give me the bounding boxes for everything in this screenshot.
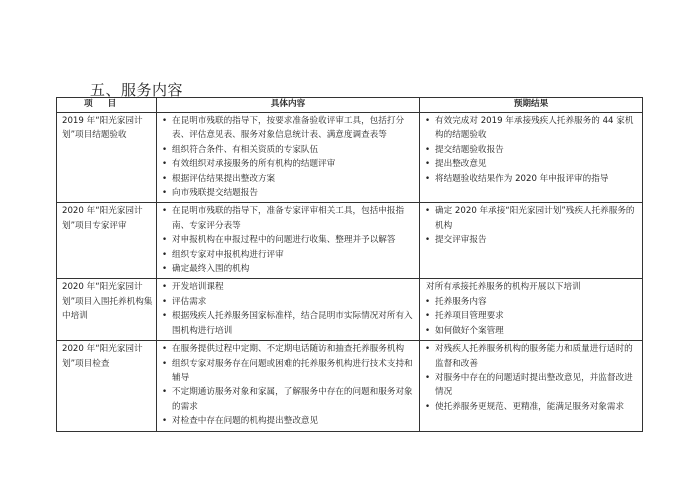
content-item: • 对检查中存在问题的机构提出整改意见 (161, 414, 416, 428)
result-item: • 确定 2020 年承接“阳光家园计划”残疾人托养服务的机构 (424, 204, 639, 233)
service-content-table (56, 97, 643, 432)
result-item: • 托养服务内容 (424, 295, 639, 309)
content-item: • 对申报机构在申报过程中的问题进行收集、整理并予以解答 (161, 233, 416, 247)
content-item: • 组织专家对服务存在问题或困难的托养服务机构进行技术支持和辅导 (161, 357, 416, 386)
content-item: • 开发培训课程 (161, 280, 416, 294)
content-item: • 不定期通访服务对象和家属，了解服务中存在的问题和服务对象的需求 (161, 385, 416, 414)
table-header-row (57, 98, 643, 113)
project-cell: 2020 年“阳光家园计划”项目检查 (57, 341, 157, 431)
content-item: • 根据评估结果提出整改方案 (161, 172, 416, 186)
result-cell (420, 203, 643, 279)
result-item: • 对服务中存在的问题适时提出整改意见，并监督改进情况 (424, 371, 639, 400)
content-item: • 在昆明市残联的指导下，按要求准备验收评审工具，包括打分表、评估意见表、服务对象信息统计表、满意度调查表等 (161, 114, 416, 143)
header-content: 具体内容 (157, 98, 420, 113)
result-item: • 提交评审报告 (424, 233, 639, 247)
table-row (57, 341, 643, 431)
result-item: • 提交结题验收报告 (424, 143, 639, 157)
content-cell (157, 341, 420, 431)
result-item: • 将结题验收结果作为 2020 年申报评审的指导 (424, 172, 639, 186)
result-cell (420, 279, 643, 341)
result-cell (420, 341, 643, 431)
result-item: • 如何做好个案管理 (424, 324, 639, 338)
content-item: • 组织符合条件、有相关资质的专家队伍 (161, 143, 416, 157)
result-item: • 使托养服务更规范、更精准，能满足服务对象需求 (424, 400, 639, 414)
table-row (57, 279, 643, 341)
header-project: 项 目 (57, 98, 157, 113)
result-cell (420, 113, 643, 203)
content-cell (157, 203, 420, 279)
content-item: • 组织专家对申报机构进行评审 (161, 248, 416, 262)
content-cell (157, 113, 420, 203)
content-cell (157, 279, 420, 341)
header-result: 预期结果 (420, 98, 643, 113)
result-item: • 对残疾人托养服务机构的服务能力和质量进行适时的监督和改善 (424, 342, 639, 371)
content-item: • 在昆明市残联的指导下，准备专家评审相关工具，包括申报指南、专家评分表等 (161, 204, 416, 233)
project-cell: 2020 年“阳光家园计划”项目专家评审 (57, 203, 157, 279)
result-lead-text: 对所有承接托养服务的机构开展以下培训 (426, 282, 581, 293)
content-item: • 确定最终入围的机构 (161, 262, 416, 276)
result-item: • 托养项目管理要求 (424, 309, 639, 323)
section-heading: 五、服务内容 (90, 81, 184, 99)
table-row (57, 203, 643, 279)
content-item: • 评估需求 (161, 295, 416, 309)
result-item: • 有效完成对 2019 年承接残疾人托养服务的 44 家机构的结题验收 (424, 114, 639, 143)
project-cell: 2020 年“阳光家园计划”项目入围托养机构集中培训 (57, 279, 157, 341)
project-cell: 2019 年“阳光家园计划”项目结题验收 (57, 113, 157, 203)
table-row (57, 113, 643, 203)
content-item: • 向市残联提交结题报告 (161, 186, 416, 200)
content-item: • 有效组织对承接服务的所有机构的结题评审 (161, 157, 416, 171)
result-item: • 提出整改意见 (424, 157, 639, 171)
content-item: • 在服务提供过程中定期、不定期电话随访和抽查托养服务机构 (161, 342, 416, 356)
content-item: • 根据残疾人托养服务国家标准样，结合昆明市实际情况对所有入围机构进行培训 (161, 309, 416, 338)
